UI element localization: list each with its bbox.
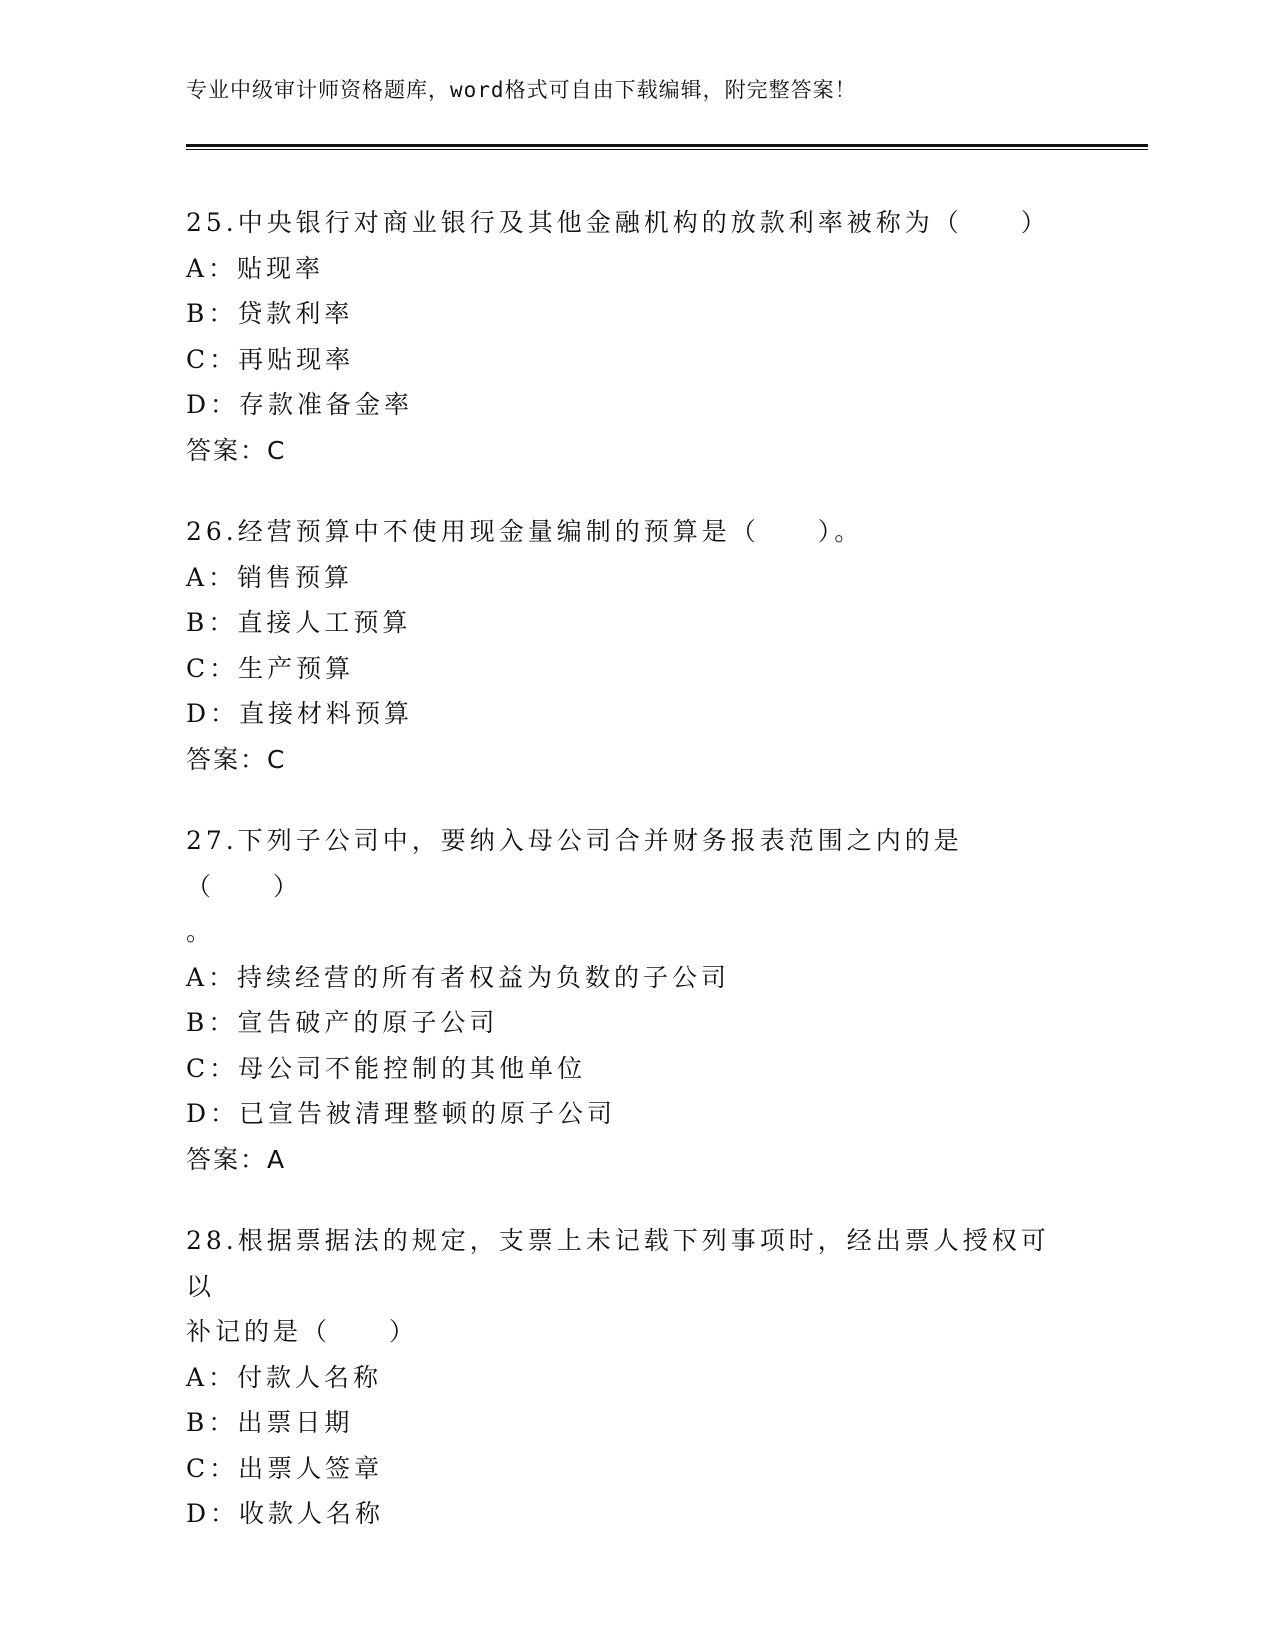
option-d: D：已宣告被清理整顿的原子公司 [186,1099,617,1128]
option-a: A：持续经营的所有者权益为负数的子公司 [186,962,731,992]
question-stem-line-1: 28.根据票据法的规定，支票上未记载下列事项时，经出票人授权可以 [186,1226,1050,1301]
option-a: A：贴现率 [186,253,325,283]
option-c: C：母公司不能控制的其他单位 [186,1053,587,1083]
option-d: D：存款准备金率 [186,390,414,419]
option-c: C：再贴现率 [186,344,355,374]
header-divider-thin [186,149,1148,150]
option-b: B：宣告破产的原子公司 [186,1008,499,1037]
question-stem: 25.中央银行对商业银行及其他金融机构的放款利率被称为（ ） [186,208,1050,237]
question-25 [186,200,1086,473]
question-26 [186,509,1086,782]
answer: 答案：A [186,1144,287,1174]
option-a: A：付款人名称 [186,1362,383,1392]
page-header: 专业中级审计师资格题库，word格式可自由下载编辑，附完整答案！ [186,78,857,102]
option-c: C：出票人签章 [186,1453,384,1483]
question-stem: 26.经营预算中不使用现金量编制的预算是（ ）。 [186,517,864,546]
option-b: B：出票日期 [186,1408,354,1437]
answer: 答案：C [186,435,287,465]
question-28 [186,1218,1086,1537]
option-b: B：直接人工预算 [186,608,412,637]
header-divider-thick [186,144,1148,147]
question-27 [186,818,1086,1182]
option-a: A：销售预算 [186,562,354,592]
answer: 答案：C [186,744,287,774]
question-stem-line-2: 补记的是（ ） [186,1317,419,1346]
question-list [186,200,1086,1573]
question-stem-line-2: 。 [186,917,216,946]
option-d: D：收款人名称 [186,1499,385,1528]
option-d: D：直接材料预算 [186,699,414,728]
option-b: B：贷款利率 [186,299,354,328]
option-c: C：生产预算 [186,653,355,683]
question-stem-line-1: 27.下列子公司中，要纳入母公司合并财务报表范围之内的是（ ） [186,826,963,901]
